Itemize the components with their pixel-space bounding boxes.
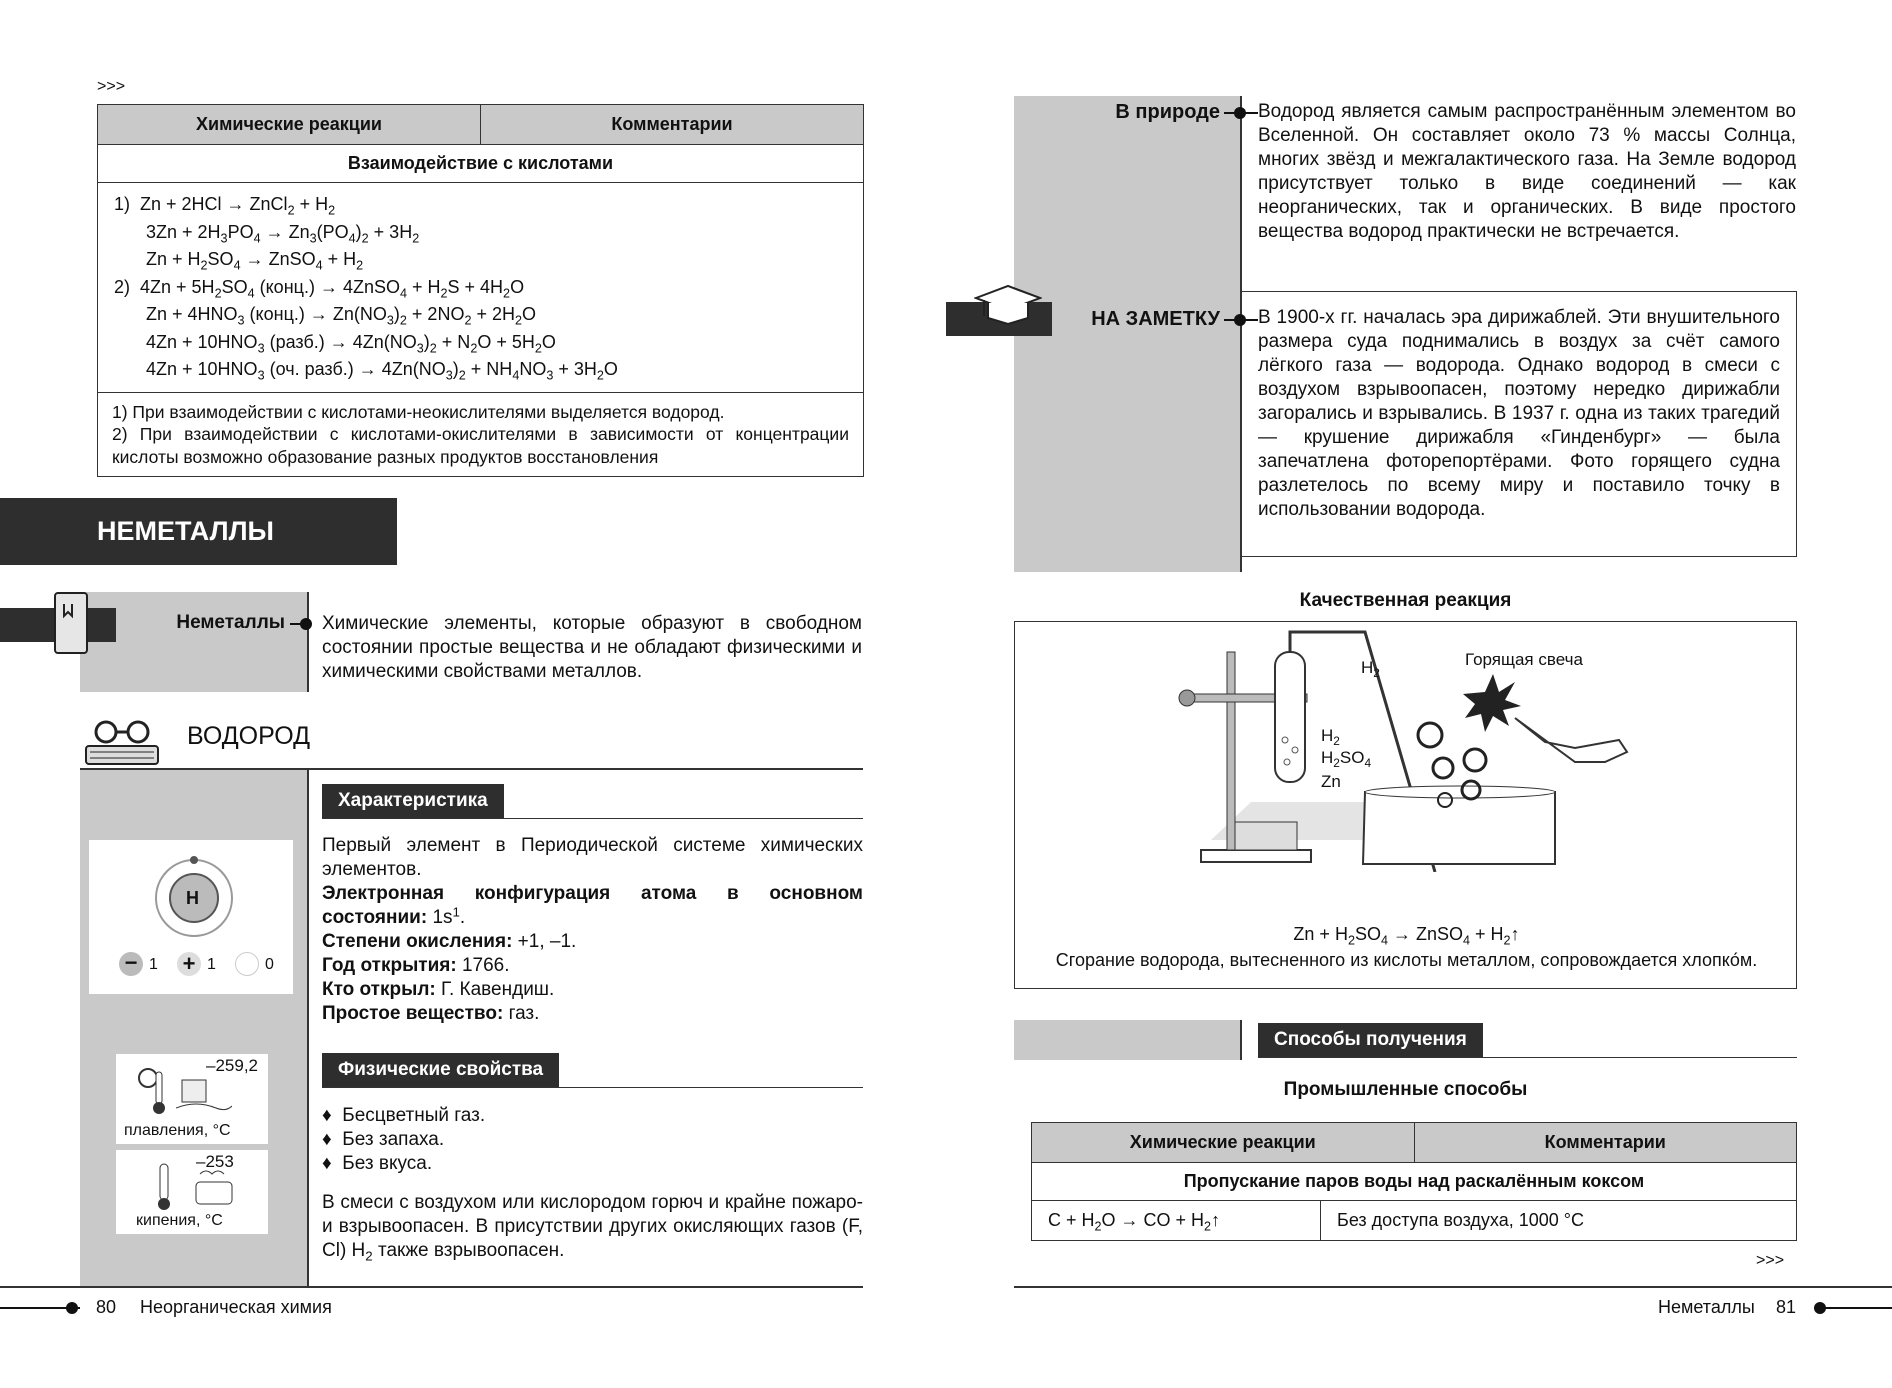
boiling-value: –253 <box>196 1152 234 1171</box>
continue-marker-bottom: >>> <box>1756 1252 1785 1269</box>
characteristic-heading: Характеристика <box>322 784 504 818</box>
melting-value: –259,2 <box>206 1056 258 1075</box>
physical-list <box>322 1104 863 1176</box>
definition-bullet <box>300 618 312 630</box>
table-section-acids: Взаимодействие с кислотами <box>98 145 863 183</box>
physical-heading: Физические свойства <box>322 1053 559 1087</box>
section-banner: НЕМЕТАЛЛЫ <box>0 498 397 565</box>
note-text: В 1900-х гг. началась эра дирижаблей. Эти внушительного размера суда поднимались в воздух за счёт самого лёгкого газа — водорода. Однако водород в смеси с воздухом взрывоопасен, поэтому нередко дирижабли загорались и взрывались. В 1937 г. одна из таких трагедий — крушение дирижабля «Гинденбург» — была запечатлена фоторепортёрами. Фото горящего судна разлетелось по всему миру и поставило точку в использовании водорода. <box>1258 307 1780 520</box>
reaction-line: $Zn + H_2SO_4$ → ZnSO$_4$ + $H_2$ <box>146 249 364 273</box>
characteristic-body <box>322 834 863 1026</box>
table-cell-comment: Без доступа воздуха, 1000 °С <box>1337 1210 1584 1230</box>
characteristic-intro: Первый элемент в Периодической системе химических элементов. <box>322 835 863 880</box>
footer-title-right: Неметаллы <box>1658 1297 1755 1317</box>
production-divider <box>1240 1020 1242 1060</box>
nature-text: Водород является самым распространённым элементом во Вселенной. Он составляет около 73 % массы Солнца, многих звёзд и межгалактического газа. На Земле водород присутствует только в виде соединений — как неорганических, так и органических. В виде простого вещества водород практически не встречается. <box>1258 101 1796 242</box>
reaction-line: $4Zn + 10HNO_3$ (оч. разб.) → $4Zn(NO_3)_2 + NH_4NO_3 + 3H_2O$ <box>146 359 618 383</box>
reaction-equation: $Zn + H_2SO_4$ → ZnSO$_4$ + $H_2↑$ <box>1293 924 1520 948</box>
element-title: ВОДОРОД <box>187 722 311 750</box>
boiling-pot-icon <box>190 1168 240 1210</box>
list-item: ♦ Без запаха. <box>322 1129 445 1150</box>
nature-label: В природе <box>1115 101 1220 123</box>
definition-term: Неметаллы <box>176 612 285 633</box>
melting-ice-icon <box>176 1076 232 1112</box>
production-table <box>1031 1122 1797 1241</box>
definition-text: Химические элементы, которые образуют в свободном состоянии простые вещества и не обладают физическими и химическими свойствами металлов. <box>322 613 862 682</box>
boiling-point-box <box>116 1150 268 1234</box>
h2-label: $H_2$ <box>1361 658 1380 681</box>
electron-count: 1 <box>149 956 158 973</box>
production-subtitle: Промышленные способы <box>1283 1079 1528 1100</box>
proton-icon: + <box>177 952 201 976</box>
electron-icon: − <box>119 952 143 976</box>
figure-caption: Сгорание водорода, вытесненного из кислоты металлом, сопровождается хлопко́м. <box>1055 950 1758 970</box>
atom-model <box>89 840 293 994</box>
footer-rule-right <box>1014 1286 1892 1288</box>
qualitative-title: Качественная реакция <box>1299 590 1512 611</box>
thermometer-icon <box>134 1064 168 1116</box>
acid-reactions-table <box>97 104 864 477</box>
reaction-line: $3Zn + 2H_3PO_4 \to Zn_3(PO_4)_2 + 3H_2$ <box>146 221 420 245</box>
table-header-comments: Комментарии <box>480 105 863 144</box>
thermometer-icon <box>156 1162 172 1212</box>
page-number-left: 80 <box>96 1297 117 1317</box>
table-header-reactions: Химические реакции <box>1129 1132 1316 1152</box>
note-label: НА ЗАМЕТКУ <box>1091 308 1220 330</box>
reaction-line: $Zn + 4HNO_3$ (конц.) → $Zn(NO_3)_2 + 2NO_2 + 2H_2O$ <box>146 304 537 328</box>
physical-text: В смеси с воздухом или кислородом горюч и крайне пожаро- и взрывоопасен. В присутствии других окисляющих газов (F, Cl) $H_2$ также взрывоопасен. <box>322 1192 863 1264</box>
table-row <box>1032 1201 1796 1240</box>
h2-tube-label: $H_2$ <box>1321 726 1340 749</box>
book-icon <box>54 592 88 654</box>
note-bullet <box>1234 314 1246 326</box>
characteristic-heading-bar <box>322 784 863 819</box>
table-section-coke: Пропускание паров воды над раскалённым коксом <box>1032 1163 1796 1201</box>
graduation-cap-icon <box>974 284 1042 332</box>
proton-count: 1 <box>207 956 216 973</box>
oxidation-states: Степени окисления: +1, –1. <box>322 931 577 952</box>
boiling-label: кипения, °С <box>136 1212 223 1229</box>
reaction-line: $4Zn + 10HNO_3$ (разб.) → $4Zn(NO_3)_2 + N_2O + 5H_2O$ <box>146 331 556 355</box>
list-item: ♦ Без вкуса. <box>322 1153 433 1174</box>
production-gray-panel <box>1014 1020 1241 1060</box>
list-item: ♦ Бесцветный газ. <box>322 1105 486 1126</box>
neutron-icon <box>235 952 259 976</box>
discoverer: Кто открыл: Г. Кавендиш. <box>322 979 555 1000</box>
nature-bullet <box>1234 107 1246 119</box>
footer-title-left: Неорганическая химия <box>140 1297 332 1317</box>
element-column-divider <box>307 770 309 1286</box>
comment-2: 2) При взаимодействии с кислотами-окислителями в зависимости от концентрации кислоты возможно образование разных продуктов восстановления <box>112 424 849 467</box>
footer-line-right <box>1820 1307 1892 1309</box>
production-heading-bar <box>1258 1023 1797 1058</box>
apparatus-illustration <box>1015 622 1798 872</box>
discovery-year: Год открытия: 1766. <box>322 955 510 976</box>
h2so4-label: $H_2SO_4$ <box>1321 748 1372 771</box>
reaction-line: 2) $4Zn + 5H_2SO_4$ (конц.) → 4ZnSO$_4$ + $H_2S + 4H_2O$ <box>114 276 525 300</box>
electron-config: Электронная конфигурация атома в основном состоянии: $1s^1$. <box>322 883 863 928</box>
melting-label: плавления, °С <box>124 1122 231 1139</box>
zn-label: Zn <box>1321 772 1341 791</box>
continue-marker-top: >>> <box>97 78 126 95</box>
footer-bullet-left <box>66 1302 78 1314</box>
glasses-icon <box>84 712 162 768</box>
production-heading: Способы получения <box>1258 1023 1483 1057</box>
reaction-line: 1) Zn + 2HCl → ZnCl$_2$ + $H_2$ <box>114 194 336 218</box>
comment-1: 1) При взаимодействии с кислотами-неокислителями выделяется водород. <box>112 401 725 422</box>
footer-rule-left <box>0 1286 863 1288</box>
reaction-list <box>98 183 863 392</box>
table-comments <box>98 392 863 477</box>
neutron-count: 0 <box>265 956 274 973</box>
simple-substance: Простое вещество: газ. <box>322 1003 540 1024</box>
qualitative-figure <box>1014 621 1797 989</box>
candle-label: Горящая свеча <box>1465 650 1583 669</box>
table-header-reactions: Химические реакции <box>196 114 382 134</box>
page-number-right: 81 <box>1776 1297 1797 1317</box>
definition-gray-panel <box>80 592 308 692</box>
table-cell-reaction: $C + H_2O$ → CO + $H_2↑$ <box>1032 1201 1321 1240</box>
atom-symbol: H <box>186 888 199 908</box>
definition-divider <box>307 592 309 692</box>
table-header-comments: Комментарии <box>1414 1123 1797 1162</box>
physical-heading-bar <box>322 1053 863 1088</box>
melting-point-box <box>116 1054 268 1144</box>
